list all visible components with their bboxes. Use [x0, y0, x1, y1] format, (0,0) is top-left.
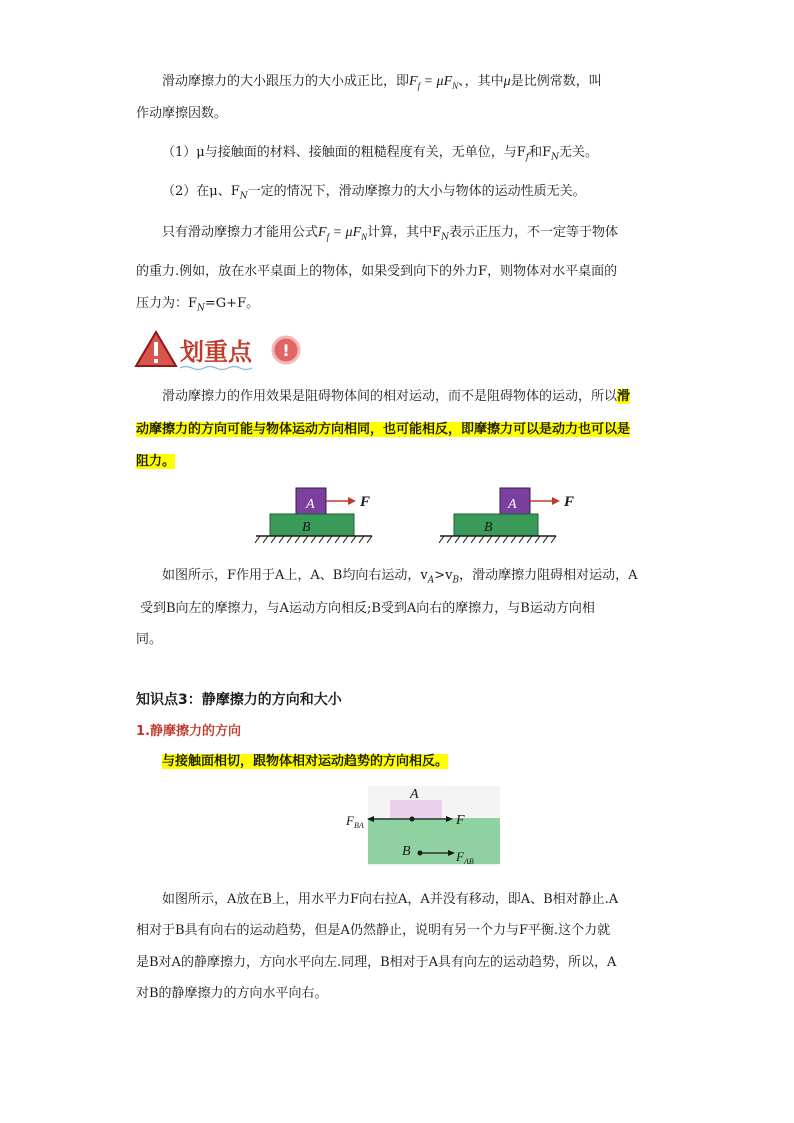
paragraph-2: （1）μ与接触面的材料、接触面的粗糙程度有关，无单位，与$F_f$和$F_N$无关。	[162, 145, 599, 163]
formula: $F_f = \mu F_N$	[409, 74, 459, 91]
banner-title: 划重点	[180, 338, 252, 366]
paragraph-6-line-2: 受到B向左的摩擦力，与A运动方向相反;B受到A向右的摩擦力，与B运动方向相	[140, 601, 595, 616]
paragraph-7-line-1: 如图所示，A放在B上，用水平力F向右拉A，A并没有移动，即A、B相对静止.A	[162, 892, 619, 907]
block-a	[390, 800, 442, 818]
paragraph-1-line-1	[162, 72, 602, 96]
paragraph-6-line-3: 同。	[136, 632, 163, 647]
text: 、，其中	[458, 74, 504, 89]
arrow-right-icon	[552, 497, 560, 505]
text: 是比例常数，叫	[510, 74, 602, 89]
block-b	[454, 514, 538, 536]
subsection-title: 1.静摩擦力的方向	[136, 724, 241, 739]
paragraph-7-line-4: 对B的静摩擦力的方向水平向右。	[136, 986, 328, 1001]
svg-text:F: F	[564, 494, 575, 510]
exclamation-circle-icon	[273, 337, 299, 363]
svg-text:FBA: $F_{BA}$	[346, 813, 364, 830]
svg-text:B: B	[484, 520, 493, 535]
paragraph-6-line-1: 如图所示，F作用于A上，A、B均向右运动，$v_A>v_B$，滑动摩擦力阻碍相对运动，A	[162, 568, 638, 586]
block-b	[368, 818, 500, 864]
section-title: 知识点3：静摩擦力的方向和大小	[136, 692, 342, 708]
svg-text:A: A	[508, 497, 517, 512]
warning-triangle-icon	[136, 332, 176, 366]
svg-text:A: A	[306, 497, 315, 512]
paragraph-7-line-3: 是B对A的静摩擦力，方向水平向左.同理，B相对于A具有向左的运动趋势，所以，A	[136, 955, 617, 970]
key-point-banner	[134, 328, 314, 372]
svg-text:!: !	[282, 341, 290, 360]
figure-left	[255, 488, 372, 543]
paragraph-1-line-2: 作动摩擦因数。	[136, 106, 228, 121]
paragraph-5-line-1: 滑动摩擦力的作用效果是阻碍物体间的相对运动，而不是阻碍物体的运动，所以滑	[162, 389, 631, 404]
mu-symbol: μ	[503, 74, 511, 89]
svg-text:B: B	[302, 520, 311, 535]
paragraph-5-line-2: 动摩擦力的方向可能与物体运动方向相同，也可能相反，即摩擦力可以是动力也可以是	[136, 422, 631, 437]
text: 滑动摩擦力的大小跟压力的大小成正比，即	[162, 74, 410, 89]
figure-static-friction	[344, 782, 504, 868]
highlight-definition: 与接触面相切，跟物体相对运动趋势的方向相反。	[162, 754, 449, 769]
block-b	[270, 514, 354, 536]
paragraph-4-line-3: 压力为：$F_N=G+F$。	[136, 296, 260, 314]
svg-text:A: A	[410, 787, 419, 802]
figure-right	[439, 488, 574, 543]
paragraph-4-line-2: 的重力.例如，放在水平桌面上的物体，如果受到向下的外力F，则物体对水平桌面的	[136, 264, 618, 279]
arrow-right-icon	[348, 497, 356, 505]
svg-text:B: B	[402, 844, 411, 859]
paragraph-5-line-3: 阻力。	[136, 454, 176, 469]
svg-text:F: F	[456, 813, 465, 828]
svg-text:F: F	[360, 494, 371, 510]
svg-text:FAB: $F_{AB}$	[456, 849, 474, 866]
paragraph-4-line-1: 只有滑动摩擦力才能用公式$F_f = \mu F_N$计算，其中$F_N$表示正压力，不一定等于物体	[162, 225, 619, 243]
figure-sliding-friction	[254, 484, 584, 546]
paragraph-3: （2）在μ、$F_N$一定的情况下，滑动摩擦力的大小与物体的运动性质无关。	[162, 184, 586, 202]
paragraph-7-line-2: 相对于B具有向右的运动趋势，但是A仍然静止，说明有另一个力与F平衡.这个力就	[136, 923, 611, 938]
